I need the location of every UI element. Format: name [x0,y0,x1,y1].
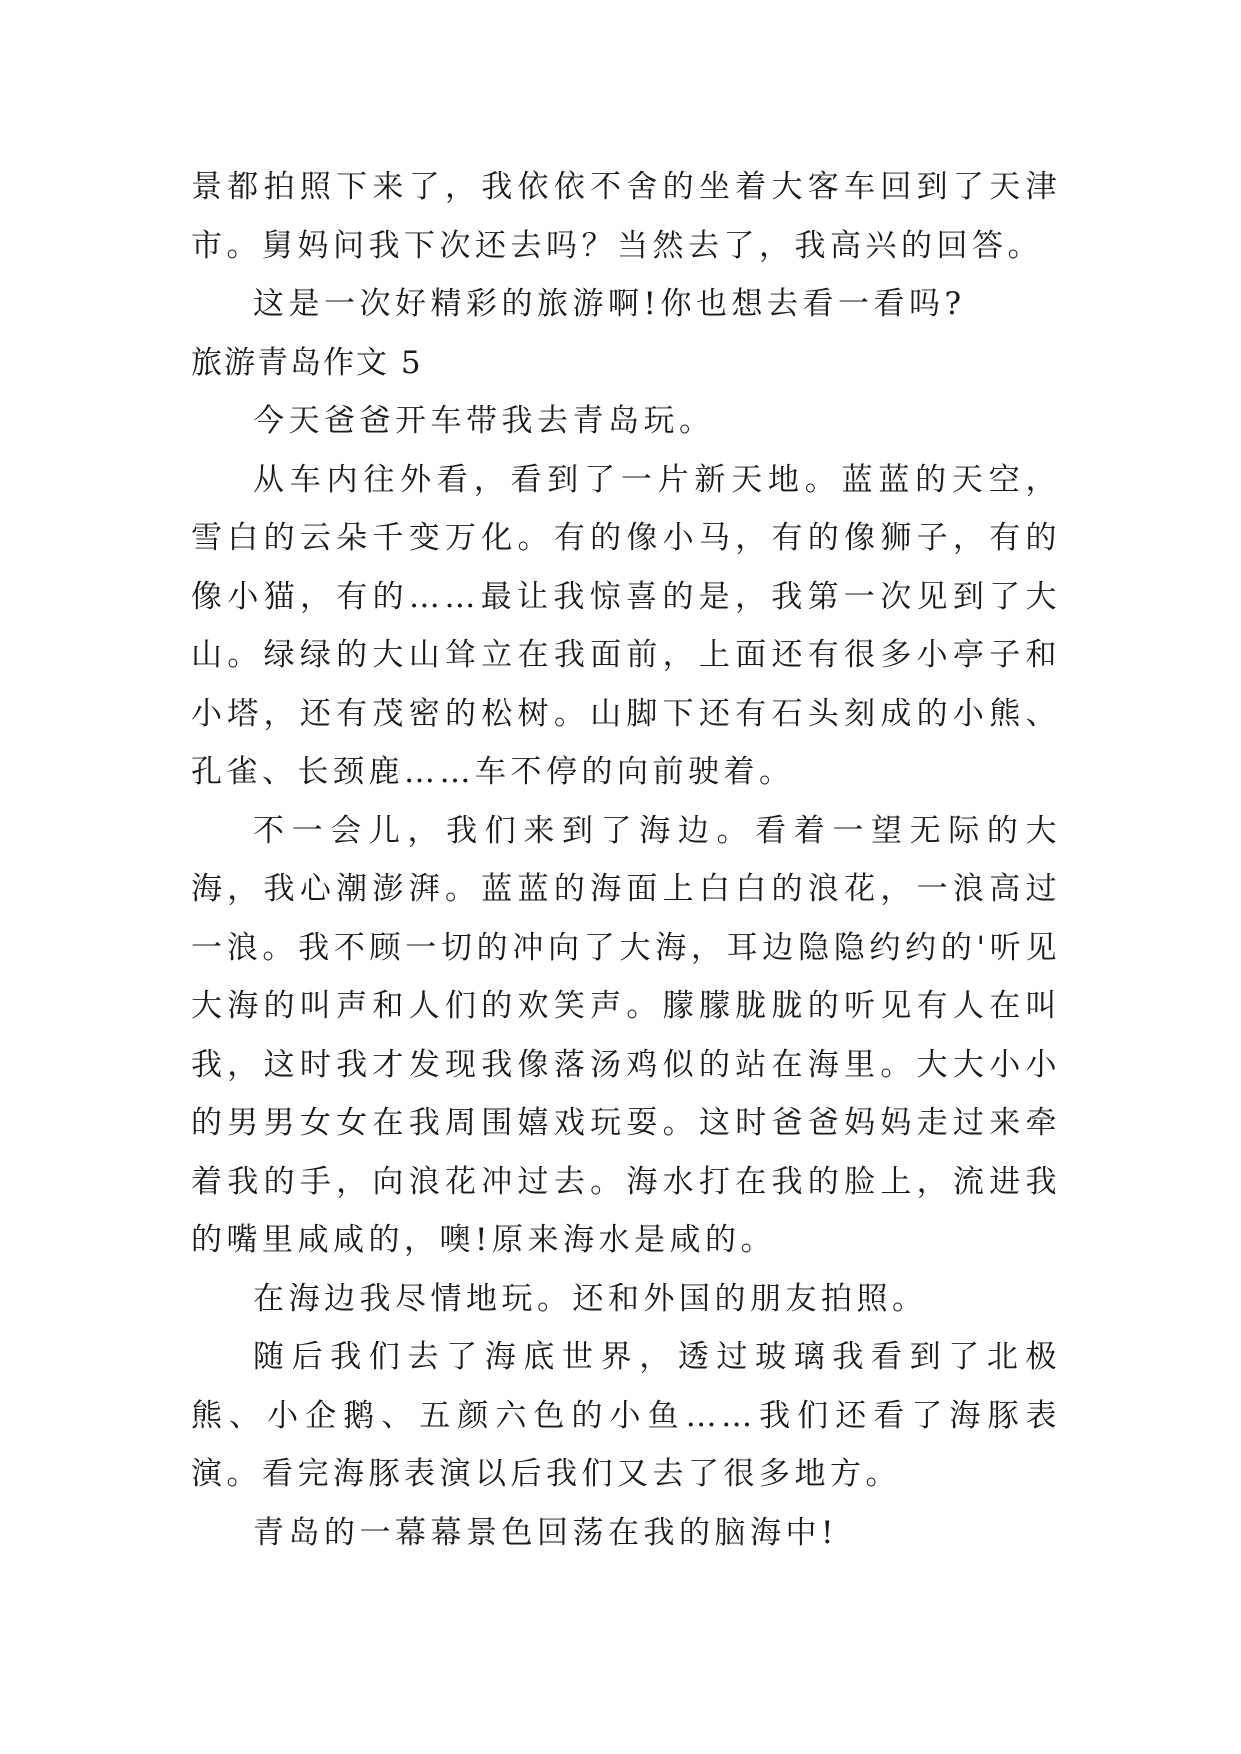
document-body [191,158,1061,1562]
paragraph: 从车内往外看，看到了一片新天地。蓝蓝的天空，雪白的云朵千变万化。有的像小马，有的像狮子，有的像小猫，有的……最让我惊喜的是，我第一次见到了大山。绿绿的大山耸立在我面前，上面还有很多小亭子和小塔，还有茂密的松树。山脚下还有石头刻成的小熊、孔雀、长颈鹿……车不停的向前驶着。 [191,461,1061,790]
paragraph: 不一会儿，我们来到了海边。看着一望无际的大海，我心潮澎湃。蓝蓝的海面上白白的浪花，一浪高过一浪。我不顾一切的冲向了大海，耳边隐隐约约的'听见大海的叫声和人们的欢笑声。朦朦胧胧的听见有人在叫我，这时我才发现我像落汤鸡似的站在海里。大大小小的男男女女在我周围嬉戏玩耍。这时爸爸妈妈走过来牵着我的手，向浪花冲过去。海水打在我的脸上，流进我的嘴里咸咸的，噢!原来海水是咸的。 [191,812,1061,1258]
paragraph: 这是一次好精彩的旅游啊!你也想去看一看吗? [253,286,966,322]
paragraph: 青岛的一幕幕景色回荡在我的脑海中! [253,1514,838,1551]
paragraph: 随后我们去了海底世界，透过玻璃我看到了北极熊、小企鹅、五颜六色的小鱼……我们还看了海豚表演。看完海豚表演以后我们又去了很多地方。 [191,1339,1061,1492]
paragraph-continuation: 景都拍照下来了，我依依不舍的坐着大客车回到了天津市。舅妈问我下次还去吗？当然去了，我高兴的回答。 [191,169,1061,264]
section-heading: 旅游青岛作文 5 [191,344,423,381]
paragraph: 今天爸爸开车带我去青岛玩。 [253,403,715,439]
paragraph: 在海边我尽情地玩。还和外国的朋友拍照。 [253,1280,928,1317]
